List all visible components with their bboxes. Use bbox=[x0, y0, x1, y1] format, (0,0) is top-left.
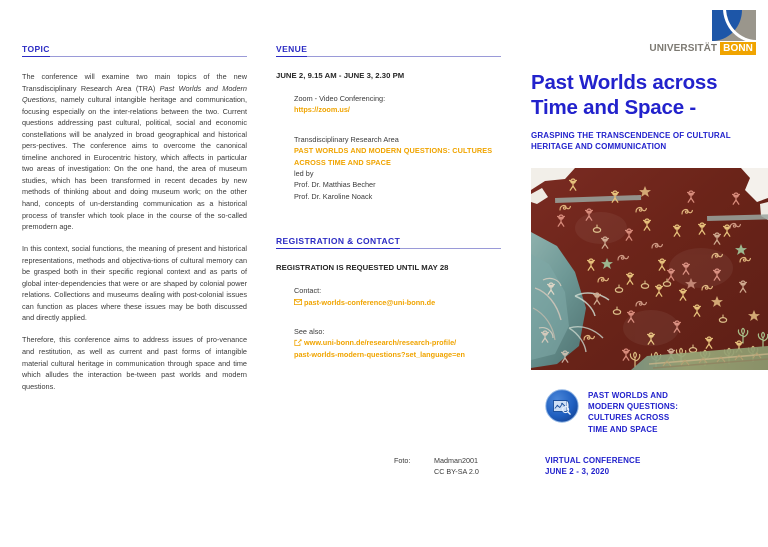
section-heading-registration bbox=[276, 236, 501, 249]
topic-paragraph-2: In this context, social functions, the meaning of present and historical representations, methods and objectiva-tions of cultural memory can be grasped both in their specific regional context and as parts of global inter-dependencies that were or are shaped by colonial power relations. Collections and museums dealing with post-colonial issues can function as places where these issues may be both discussed and directly applied. bbox=[22, 244, 247, 323]
registration-contact-block bbox=[276, 285, 501, 308]
website-link-row[interactable] bbox=[294, 337, 501, 348]
venue-column bbox=[276, 44, 501, 360]
venue-organizer-1: Prof. Dr. Matthias Becher bbox=[294, 180, 376, 190]
topic-p1-part-a: The conference will examine two main topics of the new Transdisciplinary Research Area (TRA) bbox=[22, 72, 247, 93]
conference-type: VIRTUAL CONFERENCE bbox=[545, 456, 641, 465]
mural-illustration bbox=[531, 168, 768, 370]
heading-rule bbox=[22, 56, 247, 57]
topic-column bbox=[22, 44, 247, 403]
registration-deadline: REGISTRATION IS REQUESTED UNTIL MAY 28 bbox=[276, 263, 449, 273]
tra-badge-line-4: TIME AND SPACE bbox=[588, 424, 658, 434]
page-subtitle-line-1: GRASPING THE TRANSCENDENCE OF CULTURAL bbox=[531, 131, 731, 140]
venue-tra-name-line2: ACROSS TIME AND SPACE bbox=[294, 157, 391, 167]
envelope-icon bbox=[294, 297, 302, 304]
topic-paragraph-3: Therefore, this conference aims to address issues of pro-venance and restitution, as well as current and past forms of intangible material cultural heritage in communication through space and time which alludes the interaction be-tween past worlds and modern questions. bbox=[22, 335, 247, 391]
topic-p1-part-b: , namely cultural intangible heritage and communication, focusing especially on the inter-relations between the two. Current questions addressing past cultural, political, social and economic constellations will be analyzed in broad geographical and historical pers-pectives. The conference aims to overcome the canonical timeline anchored in Eurocentric history, which affects in particular two areas of investigation: On the one hand, the area of museum studies, which has been transformed in recent decades by new methods of thinking about and doing museum work; on the other hand, concepts of un-derstanding communication as a historical process of transfer which took place in the course of the so-called premodern age. bbox=[22, 95, 247, 232]
logo-swoosh-shape bbox=[723, 10, 756, 41]
page-title bbox=[531, 70, 767, 120]
photo-credit bbox=[394, 455, 479, 477]
contact-email-row[interactable] bbox=[294, 297, 501, 308]
tra-badge-line-3: CULTURES ACROSS bbox=[588, 413, 670, 423]
venue-tra-name-line1: PAST WORLDS AND MODERN QUESTIONS: CULTURES bbox=[294, 146, 493, 156]
heading-rule bbox=[276, 56, 501, 57]
external-link-icon bbox=[294, 338, 302, 345]
photo-credit-label: Foto: bbox=[394, 456, 411, 465]
university-logo-wordmark bbox=[641, 42, 756, 55]
photo-credit-row-author bbox=[394, 455, 479, 466]
topic-paragraph-1 bbox=[22, 71, 247, 233]
conference-photo bbox=[531, 168, 768, 370]
contact-label: Contact: bbox=[294, 286, 322, 296]
university-logo bbox=[641, 10, 756, 55]
zoom-link[interactable]: https://zoom.us/ bbox=[294, 105, 350, 115]
tra-name-italic: Past Worlds and Modern Questions bbox=[22, 83, 247, 105]
tra-badge-line-1: PAST WORLDS AND bbox=[588, 391, 669, 400]
spacer bbox=[276, 116, 501, 134]
tra-badge-line-2: MODERN QUESTIONS: bbox=[588, 402, 679, 412]
section-heading-venue bbox=[276, 44, 501, 57]
logo-university-text: UNIVERSITÄT bbox=[649, 43, 718, 54]
venue-platform-block bbox=[276, 93, 501, 116]
page-subtitle-line-2: HERITAGE AND COMMUNICATION bbox=[531, 141, 667, 151]
section-heading-venue-label: VENUE bbox=[276, 44, 308, 54]
section-heading-topic-label: TOPIC bbox=[22, 44, 50, 54]
venue-tra-label: Transdisciplinary Research Area bbox=[294, 134, 399, 144]
registration-seealso-block bbox=[276, 326, 501, 360]
venue-dates: JUNE 2, 9.15 AM - JUNE 3, 2.30 PM bbox=[276, 71, 405, 80]
website-url-line1: www.uni-bonn.de/research/research-profile/ bbox=[304, 338, 457, 348]
contact-email: past-worlds-conference@uni-bonn.de bbox=[304, 297, 436, 307]
section-heading-registration-label: REGISTRATION & CONTACT bbox=[276, 236, 401, 247]
venue-platform-label: Zoom - Video Conferencing: bbox=[294, 94, 386, 103]
venue-led-by-label: led by bbox=[294, 169, 314, 179]
tra-badge-text bbox=[588, 389, 678, 435]
venue-organizer-2: Prof. Dr. Karoline Noack bbox=[294, 191, 373, 201]
spacer bbox=[276, 308, 501, 326]
page-subtitle bbox=[531, 131, 761, 152]
tra-badge bbox=[545, 389, 678, 435]
see-also-label: See also: bbox=[294, 327, 325, 337]
spacer bbox=[276, 202, 501, 236]
photo-credit-row-license bbox=[394, 466, 479, 477]
page-title-line-1: Past Worlds across bbox=[531, 71, 718, 94]
university-logo-mark-icon bbox=[712, 10, 756, 41]
logo-city-text: BONN bbox=[720, 42, 756, 55]
conference-info bbox=[545, 455, 640, 477]
hero-column bbox=[520, 0, 768, 547]
section-heading-topic bbox=[22, 44, 247, 57]
photo-credit-license: CC BY-SA 2.0 bbox=[434, 467, 479, 476]
conference-dates: JUNE 2 - 3, 2020 bbox=[545, 467, 610, 477]
website-url-line2[interactable]: past-worlds-modern-questions?set_language=en bbox=[294, 349, 465, 359]
venue-tra-block bbox=[276, 134, 501, 202]
scroll-map-icon bbox=[545, 389, 579, 423]
page-title-line-2: Time and Space - bbox=[531, 96, 697, 119]
photo-credit-author: Madman2001 bbox=[434, 456, 478, 465]
